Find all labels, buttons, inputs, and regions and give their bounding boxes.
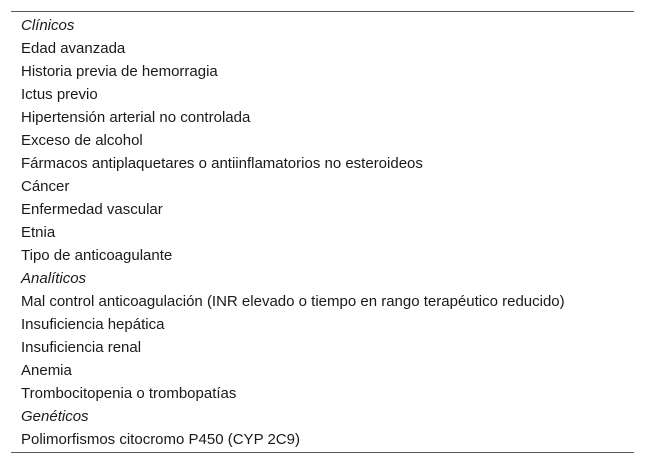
table-row: Enfermedad vascular xyxy=(21,201,163,218)
table-row: Exceso de alcohol xyxy=(21,132,143,149)
table-row: Fármacos antiplaquetares o antiinflamatorios no esteroideos xyxy=(21,155,423,172)
table-row: Hipertensión arterial no controlada xyxy=(21,109,251,126)
table-row: Insuficiencia hepática xyxy=(21,316,165,333)
table-row: Trombocitopenia o trombopatías xyxy=(21,385,237,402)
table-row: Edad avanzada xyxy=(21,40,126,57)
table-row: Insuficiencia renal xyxy=(21,339,142,356)
section-header-geneticos: Genéticos xyxy=(21,408,89,425)
table-row: Tipo de anticoagulante xyxy=(21,247,173,264)
risk-factors-table xyxy=(11,11,634,453)
table-row: Polimorfismos citocromo P450 (CYP 2C9) xyxy=(21,431,300,448)
table-row: Historia previa de hemorragia xyxy=(21,63,218,80)
section-header-analiticos: Analíticos xyxy=(21,270,87,287)
table-row: Anemia xyxy=(21,362,72,379)
table-body xyxy=(21,14,634,451)
table-row: Cáncer xyxy=(21,178,70,195)
table-row: Mal control anticoagulación (INR elevado o tiempo en rango terapéutico reducido) xyxy=(21,293,565,310)
table-row: Etnia xyxy=(21,224,56,241)
section-header-clinicos: Clínicos xyxy=(21,17,75,34)
table-row: Ictus previo xyxy=(21,86,98,103)
